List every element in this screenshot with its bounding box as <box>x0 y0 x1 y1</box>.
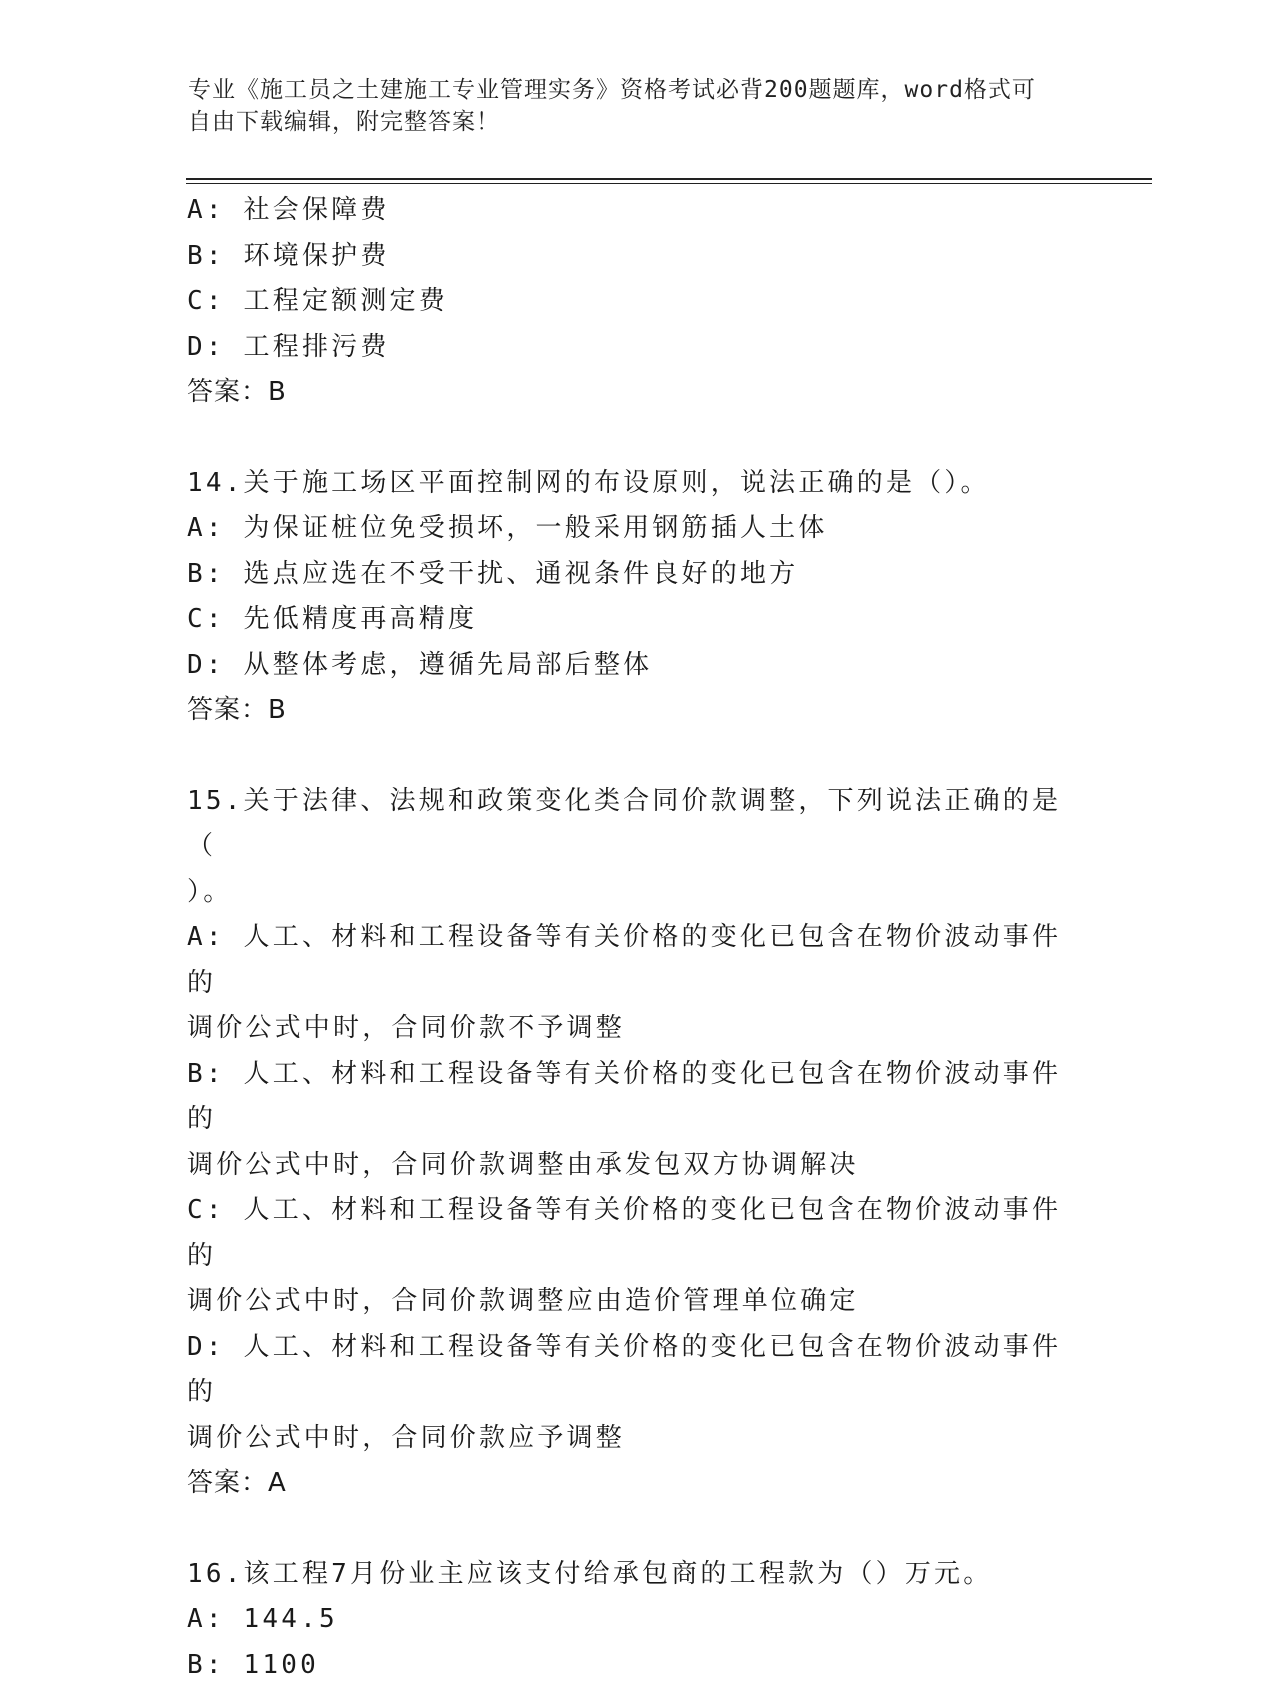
option-b: B: 环境保护费 <box>187 234 1077 280</box>
option-d-line-2: 调价公式中时，合同价款应予调整 <box>187 1416 1077 1462</box>
option-b-line-1: B: 人工、材料和工程设备等有关价格的变化已包含在物价波动事件的 <box>187 1052 1077 1143</box>
option-a-line-1: A: 人工、材料和工程设备等有关价格的变化已包含在物价波动事件的 <box>187 915 1077 1006</box>
question-14 <box>187 461 1077 734</box>
question-text-line-1: 15.关于法律、法规和政策变化类合同价款调整，下列说法正确的是（ <box>187 779 1077 870</box>
header-line-2: 自由下载编辑，附完整答案！ <box>188 106 1078 138</box>
question-16 <box>187 1552 1077 1688</box>
option-b-line-2: 调价公式中时，合同价款调整由承发包双方协调解决 <box>187 1143 1077 1189</box>
option-d: D: 从整体考虑，遵循先局部后整体 <box>187 643 1077 689</box>
option-c: C: 先低精度再高精度 <box>187 597 1077 643</box>
option-a: A: 144.5 <box>187 1597 1077 1643</box>
option-a-line-2: 调价公式中时，合同价款不予调整 <box>187 1006 1077 1052</box>
option-d: D: 工程排污费 <box>187 325 1077 371</box>
question-15 <box>187 779 1077 1507</box>
header-line-1: 专业《施工员之土建施工专业管理实务》资格考试必背200题题库，word格式可 <box>188 74 1078 106</box>
header-divider-thin <box>186 183 1152 184</box>
option-a: A: 社会保障费 <box>187 188 1077 234</box>
spacer <box>187 734 1077 779</box>
option-b: B: 选点应选在不受干扰、通视条件良好的地方 <box>187 552 1077 598</box>
document-header <box>188 74 1078 138</box>
answer: 答案：B <box>187 688 1077 734</box>
spacer <box>187 1507 1077 1552</box>
option-d-line-1: D: 人工、材料和工程设备等有关价格的变化已包含在物价波动事件的 <box>187 1325 1077 1416</box>
question-text: 14.关于施工场区平面控制网的布设原则，说法正确的是（）。 <box>187 461 1077 507</box>
option-a: A: 为保证桩位免受损坏，一般采用钢筋插人土体 <box>187 506 1077 552</box>
question-13 <box>187 188 1077 416</box>
option-c-line-1: C: 人工、材料和工程设备等有关价格的变化已包含在物价波动事件的 <box>187 1188 1077 1279</box>
answer: 答案：B <box>187 370 1077 416</box>
answer: 答案：A <box>187 1461 1077 1507</box>
spacer <box>187 416 1077 461</box>
question-text: 16.该工程7月份业主应该支付给承包商的工程款为（）万元。 <box>187 1552 1077 1598</box>
option-c: C: 工程定额测定费 <box>187 279 1077 325</box>
header-divider-thick <box>186 178 1152 180</box>
option-c-line-2: 调价公式中时，合同价款调整应由造价管理单位确定 <box>187 1279 1077 1325</box>
question-text-line-2: ）。 <box>187 870 1077 916</box>
option-b: B: 1100 <box>187 1643 1077 1688</box>
question-list <box>187 188 1077 1688</box>
